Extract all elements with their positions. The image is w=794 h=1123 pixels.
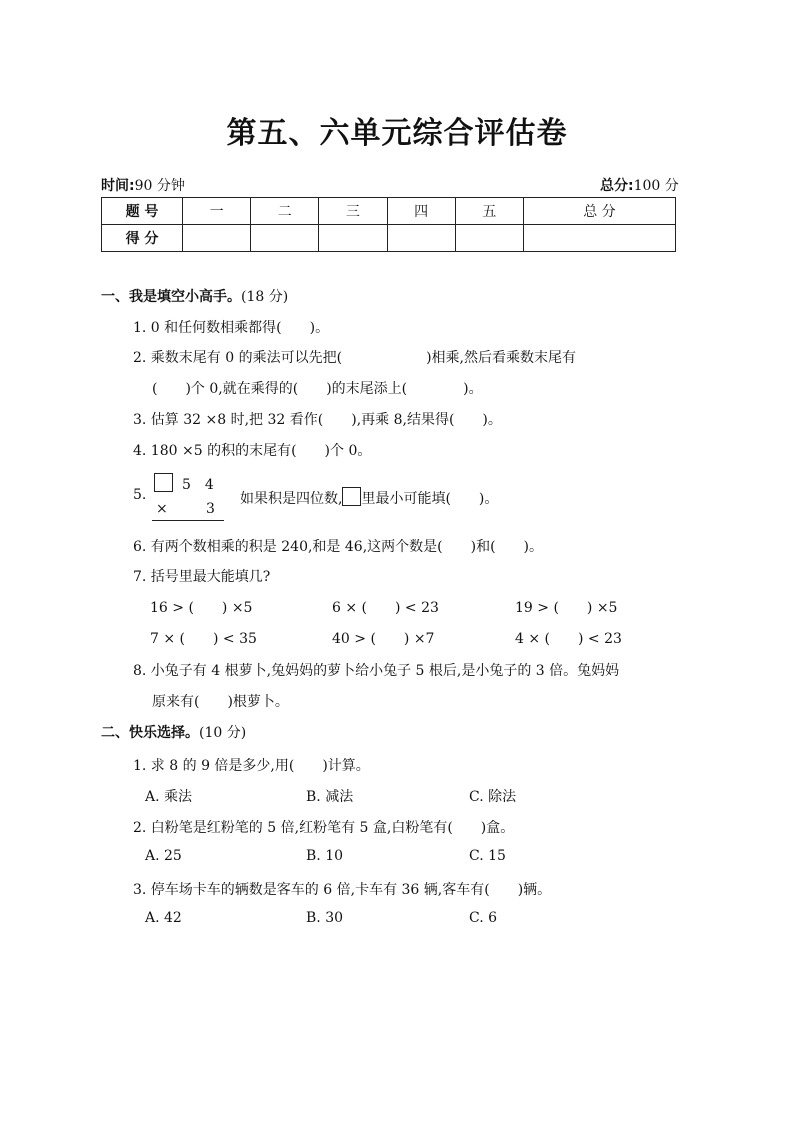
s1-question-2-line-1: 2. 乘数末尾有 0 的乘法可以先把( )相乘,然后看乘数末尾有 [133,350,576,366]
multiplier-digit: 3 [206,501,215,517]
section-1-points: (18 分) [241,289,289,305]
score-table-header-cell: 五 [455,198,523,225]
total-label: 总分: [600,178,634,194]
s2-q1-option[interactable]: A. 乘法 [145,789,193,805]
score-cell[interactable] [319,225,387,252]
score-table-header-cell: 一 [183,198,251,225]
s1-question-5-number: 5. [133,487,147,503]
time-info [101,175,185,195]
s1-q7-item: 40 > ( ) ×7 [332,631,435,647]
section-2-points: (10 分) [199,725,247,741]
s2-q3-option[interactable]: A. 42 [145,910,182,926]
time-label: 时间: [101,178,135,194]
blank-digit-box[interactable] [342,487,361,506]
s1-question-5-text-a: 如果积是四位数, [240,491,343,507]
score-table-header-cell: 总 分 [523,198,675,225]
score-cell[interactable] [183,225,251,252]
score-table [101,197,676,252]
multiplier-row [152,501,224,519]
s1-question-3: 3. 估算 32 ×8 时,把 32 看作( ),再乘 8,结果得( )。 [133,412,502,428]
s2-q2-option[interactable]: A. 25 [145,848,182,864]
s2-q3-option[interactable]: C. 6 [469,910,498,926]
score-table-header-cell: 三 [319,198,387,225]
s1-q7-item: 19 > ( ) ×5 [515,600,618,616]
s1-question-1: 1. 0 和任何数相乘都得( )。 [133,320,330,336]
s1-q7-item: 7 × ( ) < 35 [150,631,257,647]
s1-q7-item: 6 × ( ) < 23 [332,600,439,616]
score-table-score-row [102,225,676,252]
s2-q2-option[interactable]: C. 15 [469,848,506,864]
s2-question-3: 3. 停车场卡车的辆数是客车的 6 倍,卡车有 36 辆,客车有( )辆。 [133,882,552,898]
s2-q1-option[interactable]: B. 减法 [306,789,354,805]
blank-digit-box[interactable] [154,473,173,492]
score-cell[interactable] [455,225,523,252]
s2-q3-option[interactable]: B. 30 [306,910,344,926]
total-score-info [600,175,679,195]
multiplicand-digits: 5 4 [182,477,214,493]
section-2-title: 二、快乐选择。 [101,725,199,741]
page-title: 第五、六单元综合评估卷 [226,116,568,151]
score-table-header-row [102,198,676,225]
score-table-header-cell: 二 [251,198,319,225]
score-row-label: 得 分 [102,225,183,252]
score-cell[interactable] [523,225,675,252]
s1-question-8-line-1: 8. 小兔子有 4 根萝卜,兔妈妈的萝卜给小兔子 5 根后,是小兔子的 3 倍。兔妈妈 [133,663,620,679]
s2-q1-option[interactable]: C. 除法 [469,789,517,805]
section-1-title: 一、我是填空小高手。 [101,289,241,305]
section-1-heading [101,286,288,306]
multiplication-vertical [152,473,224,521]
multiplicand-row [152,473,224,493]
s1-question-5-text [240,487,498,508]
s1-q7-item: 4 × ( ) < 23 [515,631,622,647]
s1-question-5-text-b: 里最小可能填( )。 [361,491,499,507]
s1-question-2-line-2: ( )个 0,就在乘得的( )的末尾添上( )。 [152,381,483,397]
s1-question-6: 6. 有两个数相乘的积是 240,和是 46,这两个数是( )和( )。 [133,539,543,555]
s1-question-7: 7. 括号里最大能填几? [133,569,271,585]
score-table-header-cell: 四 [387,198,455,225]
total-value: 100 分 [633,178,679,194]
score-cell[interactable] [251,225,319,252]
score-table-header-cell: 题 号 [102,198,183,225]
s2-question-2: 2. 白粉笔是红粉笔的 5 倍,红粉笔有 5 盒,白粉笔有( )盒。 [133,820,515,836]
score-cell[interactable] [387,225,455,252]
s1-q7-item: 16 > ( ) ×5 [150,600,253,616]
multiplication-line [152,520,224,521]
time-value: 90 分钟 [134,178,185,194]
section-2-heading [101,722,246,742]
times-sign: × [156,501,168,517]
s2-question-1: 1. 求 8 的 9 倍是多少,用( )计算。 [133,758,370,774]
s1-question-4: 4. 180 ×5 的积的末尾有( )个 0。 [133,443,372,459]
s1-question-8-line-2: 原来有( )根萝卜。 [152,694,289,710]
s2-q2-option[interactable]: B. 10 [306,848,344,864]
